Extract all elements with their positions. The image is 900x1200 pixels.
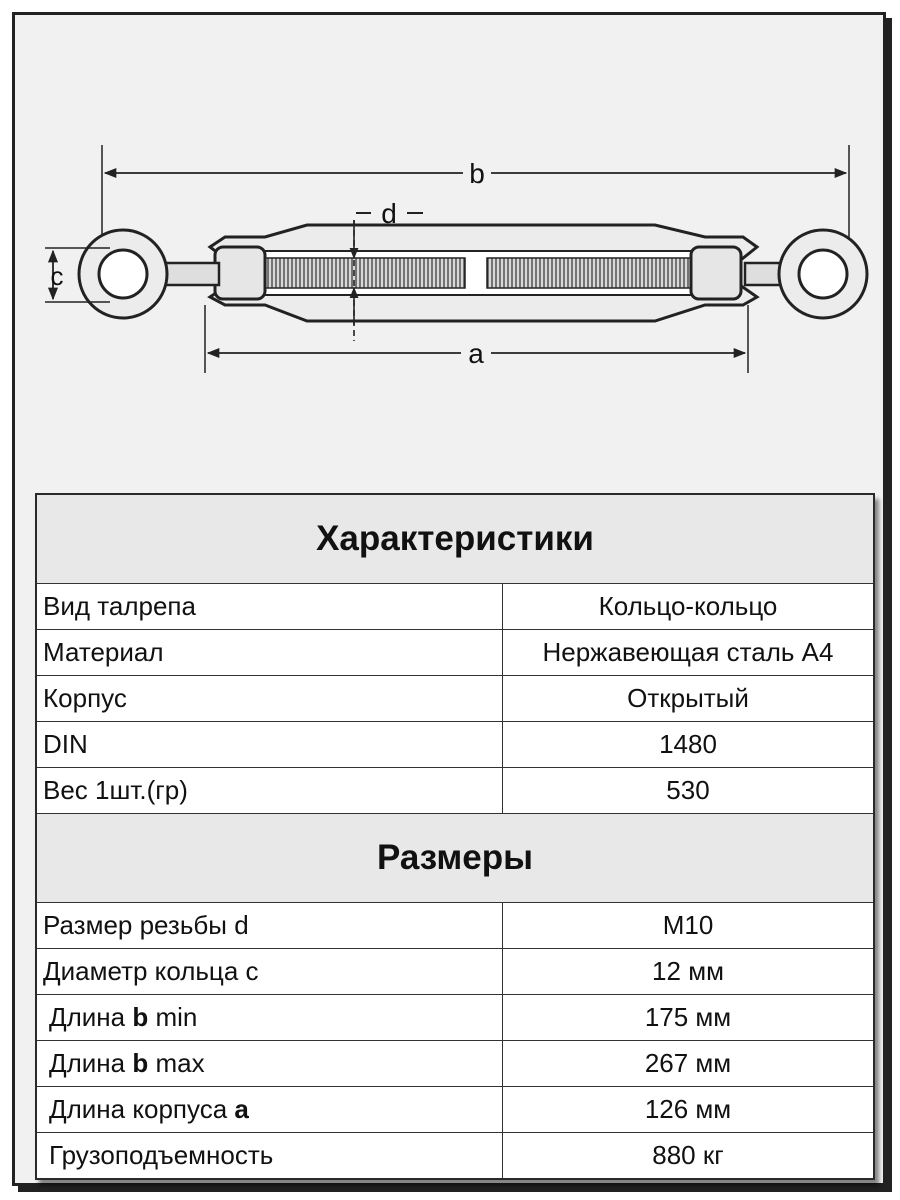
row-value: 267 мм [644,1048,732,1078]
right-eye-hole [799,250,847,298]
row-label [37,995,503,1040]
row-label-symbol: a [234,1094,249,1124]
row-label-suffix: min [148,1002,198,1032]
row-label: Материал [37,630,503,675]
row-value: 1480 [659,729,717,759]
row-label [37,1041,503,1086]
table-row [37,676,873,722]
table-row [37,949,873,995]
table-row [37,903,873,949]
row-label-suffix: max [148,1048,205,1078]
row-label: Корпус [37,676,503,721]
row-label-text: Длина [49,1048,133,1078]
characteristics-heading: Характеристики [37,495,873,584]
left-eye-hole [99,250,147,298]
table-row [37,584,873,630]
row-label-symbol: b [132,1048,149,1078]
c-label: c [50,261,64,291]
row-label: Вид талрепа [37,584,503,629]
row-label-text: Длина корпуса [49,1094,235,1124]
row-value: Открытый [627,683,749,713]
table-row [37,1133,873,1178]
row-value: Нержавеющая сталь А4 [542,637,834,667]
product-card [12,12,886,1186]
row-value: 175 мм [644,1002,732,1032]
row-label: Размер резьбы d [37,903,503,948]
row-label [37,1087,503,1132]
turnbuckle-diagram [15,15,883,485]
row-label: Грузоподъемность [37,1133,503,1178]
table-row [37,768,873,814]
table-row [37,995,873,1041]
left-thread [263,258,465,288]
row-label-text: Длина [49,1002,133,1032]
dimensions-heading: Размеры [37,814,873,903]
table-row [37,1087,873,1133]
row-value: 530 [666,775,710,805]
table-row [37,722,873,768]
row-value: 12 мм [652,956,724,986]
row-value: Кольцо-кольцо [598,591,778,621]
row-value: 126 мм [644,1094,732,1124]
row-value: 880 кг [652,1140,724,1170]
left-nut [215,247,265,299]
table-row [37,630,873,676]
right-nut [691,247,741,299]
row-label: DIN [37,722,503,767]
row-label: Диаметр кольца c [37,949,503,994]
b-label: b [469,158,485,189]
right-thread [487,258,693,288]
d-label: d [381,198,397,229]
row-value: М10 [662,910,714,940]
a-label: a [468,338,484,369]
row-label-symbol: b [132,1002,149,1032]
row-label: Вес 1шт.(гр) [37,768,503,813]
specs-table [35,493,875,1180]
left-eye-neck [161,263,219,285]
table-row [37,1041,873,1087]
